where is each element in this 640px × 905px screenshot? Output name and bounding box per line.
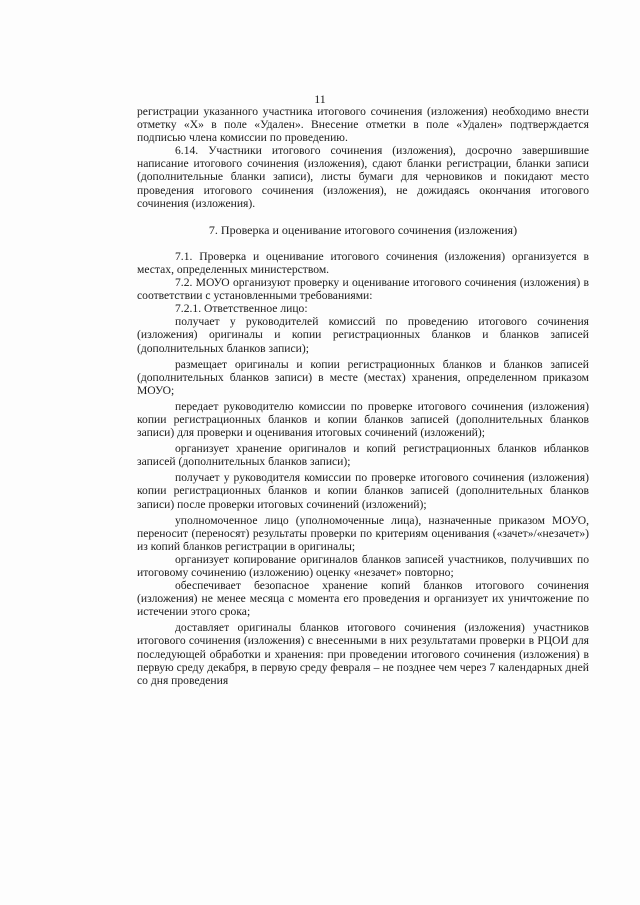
section-heading-7: 7. Проверка и оценивание итогового сочинения (изложения): [208, 222, 518, 237]
list-item-secure-storage: обеспечивает безопасное хранение копий бланков итогового сочинения (изложения) не менее месяца с момента его проведения и организует их уничтожение по истечении этого срока;: [137, 579, 589, 619]
document-body: [137, 105, 589, 687]
list-item-transfers-copies: передает руководителю комиссии по проверке итогового сочинения (изложения) копии регистрационных бланков и копии бланков записей (дополнительных бланков записи) для проверки и оценивания итоговых сочинений (изложений);: [137, 399, 589, 440]
paragraph-6-14: 6.14. Участники итогового сочинения (изложения), досрочно завершившие написание итогового сочинения (изложения), сдают бланки регистрации, бланки записи (дополнительные бланки записи), листы бумаги для черновиков и покидают место проведения итогового сочинения (изложения), не дожидаясь окончания итогового сочинения (изложения).: [137, 144, 589, 210]
list-item-receives-originals: получает у руководителей комиссий по проведению итогового сочинения (изложения) оригиналы и копии регистрационных бланков и бланков записей (дополнительных бланков записи);: [137, 315, 589, 355]
paragraph-7-1: 7.1. Проверка и оценивание итогового сочинения (изложения) организуется в местах, определенных министерством.: [137, 249, 589, 276]
list-item-authorized-person: уполномоченное лицо (уполномоченные лица), назначенные приказом МОУО, переносит (переносят) результаты проверки по критериям оценивания («зачет»/«незачет») из копий бланков регистрации в оригиналы;: [137, 513, 589, 553]
page-number: 11: [314, 92, 326, 106]
paragraph-7-2-1: 7.2.1. Ответственное лицо:: [175, 302, 308, 316]
list-item-receives-copies: получает у руководителя комиссии по проверке итогового сочинения (изложения) копии регистрационных бланков и копии бланков записей (дополнительных бланков записи) после проверки итоговых сочинений (изложений);: [137, 471, 589, 511]
list-item-organizes-storage: организует хранение оригиналов и копий регистрационных бланков ибланков записей (дополнительных бланков записи);: [137, 442, 589, 469]
list-item-organizes-copying: организует копирование оригиналов бланков записей участников, получивших по итоговому сочинению (изложению) оценку «незачет» повторно;: [137, 552, 589, 579]
paragraph-removed-mark: регистрации указанного участника итогового сочинения (изложения) необходимо внести отметку «Х» в поле «Удален». Внесение отметки в поле «Удален» подтверждается подписью члена комиссии по проведению.: [137, 105, 589, 145]
paragraph-7-2: 7.2. МОУО организуют проверку и оценивание итогового сочинения (изложения) в соответствии с установленными требованиями:: [137, 276, 589, 303]
list-item-delivers-originals: доставляет оригиналы бланков итогового сочинения (изложения) участников итогового сочинения (изложения) с внесенными в них результатами проверки в РЦОИ для последующей обработки и хранения: при проведении итогового сочинения (изложения) в первую среду декабря, в первую среду февраля – не позднее чем через 7 календарных дней со дня проведения: [137, 621, 589, 687]
list-item-places-originals: размещает оригиналы и копии регистрационных бланков и бланков записей (дополнительных бланков записи) в месте (местах) хранения, определенном приказом МОУО;: [137, 357, 589, 397]
